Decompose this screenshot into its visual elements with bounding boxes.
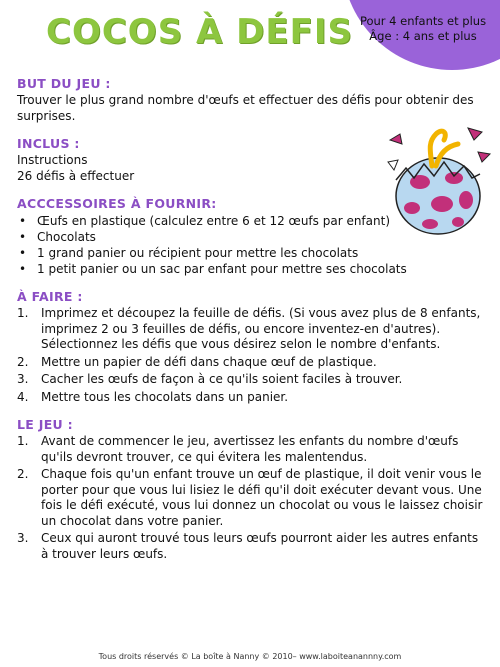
list-item: 3. Cacher les œufs de façon à ce qu'ils soient faciles à trouver. bbox=[17, 372, 403, 386]
section-faire bbox=[17, 289, 487, 405]
list-item: 4. Mettre tous les chocolats dans un panier. bbox=[17, 389, 289, 404]
document-body bbox=[17, 76, 487, 574]
bullet-icon: • bbox=[19, 214, 27, 228]
section-title: BUT DU JEU : bbox=[17, 76, 111, 91]
list-item: 26 défis à effectuer bbox=[17, 168, 135, 183]
list-item: • Chocolats bbox=[19, 230, 96, 244]
list-item: • 1 petit panier ou un sac par enfant pour mettre ses chocolats bbox=[19, 262, 407, 276]
list-item: 1. Imprimez et découpez la feuille de défis. (Si vous avez plus de 8 enfants, imprimez 2 ou 3 feuilles de défis, ou encore inventez-en d'autres). Sélectionnez les défis que vous désirez selon le nombre d'enfants. bbox=[17, 306, 481, 351]
list-item: • Œufs en plastique (calculez entre 6 et 12 œufs par enfant) bbox=[19, 214, 390, 228]
page-title: COCOS À DÉFIS bbox=[46, 12, 353, 52]
steps-list bbox=[17, 306, 487, 405]
section-but bbox=[17, 76, 487, 124]
section-inclus bbox=[17, 136, 487, 184]
list-item: • 1 grand panier ou récipient pour mettre les chocolats bbox=[19, 246, 359, 260]
steps-list bbox=[17, 434, 487, 562]
list-item: Instructions bbox=[17, 153, 88, 167]
age-info bbox=[358, 14, 488, 44]
bullet-icon: • bbox=[19, 230, 27, 244]
section-title: LE JEU : bbox=[17, 417, 73, 432]
footer-copyright: Tous droits réservés © La boîte à Nanny © 2010– www.laboiteanannny.com bbox=[98, 652, 402, 661]
section-title: ACCCESSOIRES À FOURNIR: bbox=[17, 196, 217, 211]
age-label: Âge : 4 ans et plus bbox=[369, 29, 477, 43]
section-title: INCLUS : bbox=[17, 136, 80, 151]
list-item: 2. Mettre un papier de défi dans chaque œuf de plastique. bbox=[17, 354, 377, 369]
bullet-icon: • bbox=[19, 246, 27, 260]
section-title: À FAIRE : bbox=[17, 289, 83, 304]
list-item: 1. Avant de commencer le jeu, avertissez les enfants du nombre d'œufs qu'ils devront trouver, ce qui évitera les malentendus. bbox=[17, 434, 459, 464]
accessories-list bbox=[17, 213, 487, 277]
players-label: Pour 4 enfants et plus bbox=[359, 14, 487, 28]
list-item: 3. Ceux qui auront trouvé tous leurs œufs pourront aider les autres enfants à trouver leurs œufs. bbox=[17, 531, 479, 561]
bullet-icon: • bbox=[19, 262, 27, 276]
list-item: 2. Chaque fois qu'un enfant trouve un œuf de plastique, il doit venir vous le porter pour que vous lui lisiez le défi qu'il doit exécuter devant vous. Une fois le défi exécuté, vous lui donnez un chocolat ou vous le laissez choisir un chocolat dans votre panier. bbox=[17, 467, 483, 528]
section-text: Trouver le plus grand nombre d'œufs et effectuer des défis pour obtenir des surprises. bbox=[17, 93, 474, 123]
section-jeu bbox=[17, 417, 487, 562]
section-accessoires bbox=[17, 196, 487, 277]
